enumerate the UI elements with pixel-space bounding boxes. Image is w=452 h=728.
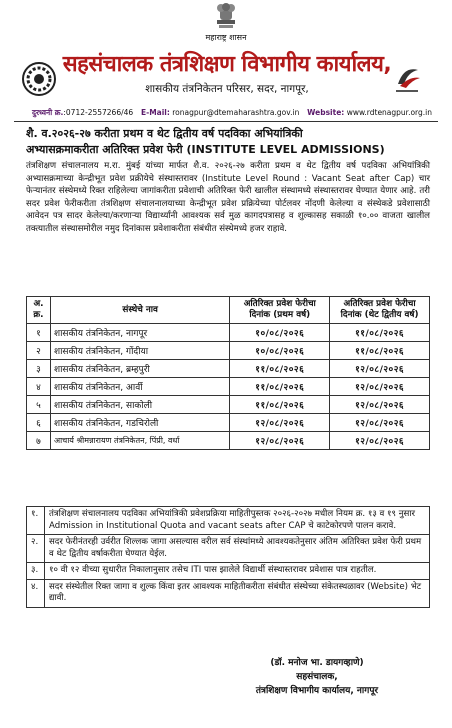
notes-table bbox=[26, 506, 430, 608]
dte-logo-icon bbox=[390, 62, 424, 96]
office-title: सहसंचालक तंत्रशिक्षण विभागीय कार्यालय, bbox=[62, 52, 392, 77]
header-institute: संस्थेचे नाव bbox=[50, 297, 229, 324]
table-row: ३ शासकीय तंत्रनिकेतन, ब्रम्हपुरी ११/०८/२०२६ १२/०८/२०२६ bbox=[27, 360, 430, 378]
note-item: ४. सदर संस्थेतील रिक्त जागा व शुल्क किंवा इतर आवश्यक माहितीकरीता संबंधीत संस्थेच्या संकेतस्थळावर (Website) भेट द्यावी. bbox=[27, 579, 430, 607]
notice-heading: शै. व.२०२६-२७ करीता प्रथम व थेट द्वितीय वर्ष पदविका अभियांत्रिकी अभ्यासक्रमाकरीता अतिरिक्त प्रवेश फेरी (INSTITUTE LEVEL ADMISSIONS) bbox=[26, 127, 385, 156]
office-address: शासकीय तंत्रनिकेतन परिसर, सदर, नागपूर, bbox=[145, 83, 309, 95]
email-info: E-Mail: ronagpur@dtemaharashtra.gov.in bbox=[140, 108, 300, 117]
signatory-name: (डॉ. मनोज भा. डायगव्हाणे) bbox=[270, 658, 364, 668]
table-row: ६ शासकीय तंत्रनिकेतन, गडचिरोली १२/०८/२०२६ १२/०८/२०२६ bbox=[27, 414, 430, 432]
signatory-designation: सहसंचालक, bbox=[296, 672, 338, 682]
table-row: ५ शासकीय तंत्रनिकेतन, साकोली ११/०८/२०२६ १२/०८/२०२६ bbox=[27, 396, 430, 414]
website-info: Website: www.rdtenagpur.org.in bbox=[307, 108, 432, 117]
table-row: २ शासकीय तंत्रनिकेतन, गोंदीया १०/०८/२०२६ ११/०८/२०२६ bbox=[27, 342, 430, 360]
admission-schedule-table bbox=[26, 296, 430, 450]
header-sr: अ. क्र. bbox=[27, 297, 51, 324]
table-header-row bbox=[27, 297, 430, 324]
institute-seal-icon bbox=[22, 62, 56, 96]
header-divider bbox=[14, 121, 438, 122]
table-row: १ शासकीय तंत्रनिकेतन, नागपूर १०/०८/२०२६ ११/०८/२०२६ bbox=[27, 324, 430, 342]
note-item: १. तंत्रशिक्षण संचालनालय पदविका अभियांत्रिकी प्रवेशप्रक्रिया माहितीपुस्तक २०२६-२०२७ मधील नियम क्र. १३ व १९ नुसार Admission in Institutional Quota and vacant seats after CAP चे काटेकोरपणे पालन करावे. bbox=[27, 507, 430, 535]
header-first-year: अतिरिक्त प्रवेश फेरीचा दिनांक (प्रथम वर्ष) bbox=[230, 297, 330, 324]
contact-line bbox=[32, 108, 432, 118]
signature-block bbox=[212, 656, 422, 698]
government-label: महाराष्ट्र शासन bbox=[205, 33, 247, 42]
national-emblem-icon bbox=[210, 2, 242, 32]
signatory-office: तंत्रशिक्षण विभागीय कार्यालय, नागपूर bbox=[255, 686, 379, 696]
note-item: ३. १० वी १२ वीच्या सुधारीत निकालानुसार तसेच ITI पास झालेले विद्यार्थी संस्थास्तरावर प्रवेशास पात्र राहतील. bbox=[27, 563, 430, 580]
table-row: ७ आचार्य श्रीमन्नारायण तंत्रनिकेतन, पिंप्री, वर्धा १२/०८/२०२६ १२/०८/२०२६ bbox=[27, 432, 430, 450]
header-direct-second: अतिरिक्त प्रवेश फेरीचा दिनांक (थेट द्वितीय वर्ष) bbox=[330, 297, 430, 324]
notice-intro: तंत्रशिक्षण संचालनालय म.रा. मुंबई यांच्या मार्फत शै.व. २०२६-२७ करीता प्रथम व थेट द्वितीय वर्ष पदविका अभियांत्रिकी अभ्यासक्रमाच्या केन्द्रीभूत प्रवेश प्रक्रीयेचे संस्थास्तरावर (Institute Level Round : Vacant Seat after Cap) चार फेऱ्यानंतर संस्थेमध्ये रिक्त राहिलेल्या जागांकरीता प्रवेशाची अतिरिक्त फेरी खालील संस्थामध्ये संस्थास्तरावर घेण्यात येणार आहे. तरी सदर प्रवेश फेरीकरीता तंत्रशिक्षण संचालनालयाच्या केन्द्रीभूत प्रवेश प्रक्रियेच्या पोर्टलवर नोंदणी केलेल्या व संस्थेकडे प्रवेशासाठी आवेदन पत्र सादर केलेल्या/करणाऱ्या विद्यार्थ्यांनी आवश्यक सर्व मुळ कागदपत्रासह व शुल्कासह सकाळी १०.०० वाजता खालील तक्त्यातील संस्थासमोरील नमुद दिनांकास प्रवेशाकरीता संबंधीत संस्थेमध्ये हजर राहावे. bbox=[26, 161, 430, 234]
note-item: २. सदर फेरीनंतरही उर्वरीत शिल्लक जागा असल्यास वरील सर्व संस्थांमध्ये आवश्यकतेनुसार अंतिम अतिरिक्त प्रवेश फेरी प्रथम व थेट द्वितीय वर्षाकरीता घेण्यात येईल. bbox=[27, 535, 430, 563]
table-row: ४ शासकीय तंत्रनिकेतन, आर्वी ११/०८/२०२६ १२/०८/२०२६ bbox=[27, 378, 430, 396]
phone-info: दुरध्वनी क्र.:0712-2557266/46 bbox=[32, 108, 134, 117]
